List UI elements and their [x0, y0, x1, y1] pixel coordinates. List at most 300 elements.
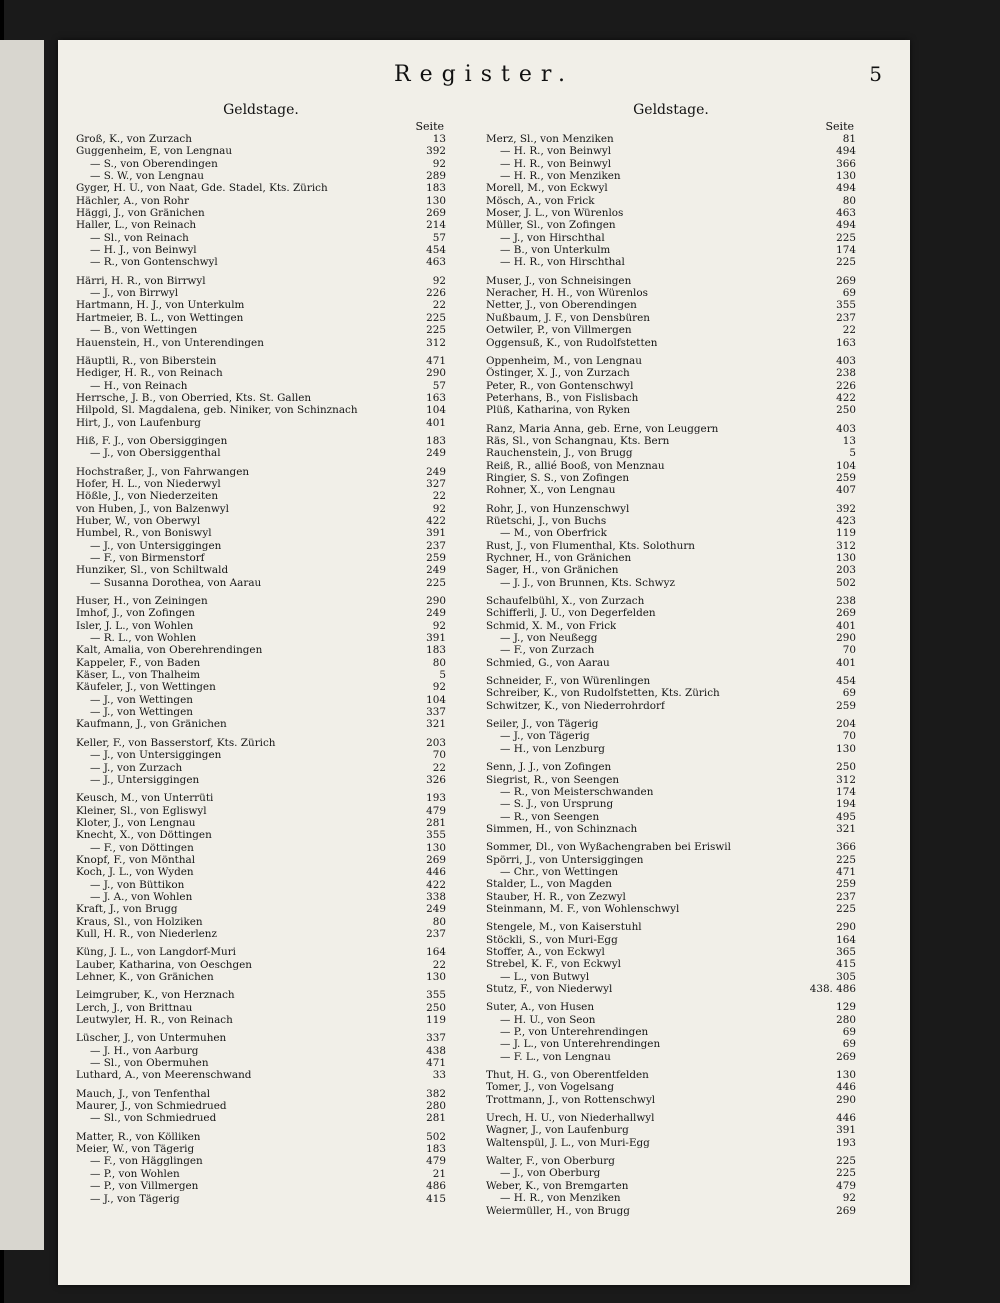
- entry-name: — H. R., von Menziken: [500, 1192, 621, 1205]
- entry-name: Schwitzer, K., von Niederrohrdorf: [486, 699, 665, 712]
- entry-name: — F., von Birmenstorf: [90, 552, 205, 564]
- entry-name: Schmied, G., von Aarau: [486, 656, 610, 669]
- register-entry: [76, 219, 446, 231]
- entry-name: Hunziker, Sl., von Schiltwald: [76, 564, 229, 577]
- entry-name: — M., von Oberfrick: [500, 527, 607, 540]
- entry-page: 290: [426, 595, 446, 608]
- entry-name: Schmid, X. M., von Frick: [486, 619, 617, 632]
- entry-page: 423: [836, 514, 856, 527]
- entry-page: 57: [432, 231, 446, 244]
- entry-name: Östinger, X. J., von Zurzach: [486, 367, 630, 380]
- entry-name: Ranz, Maria Anna, geb. Erne, von Leuggern: [486, 422, 719, 435]
- entry-page: 249: [426, 465, 446, 478]
- entry-page: 326: [426, 773, 446, 786]
- register-entry: [76, 256, 446, 268]
- entry-name: — R., von Seengen: [500, 810, 600, 823]
- register-entry: [486, 903, 856, 915]
- entry-name: Simmen, H., von Schinznach: [486, 822, 638, 835]
- entry-page: 415: [836, 958, 856, 971]
- entry-name: Stauber, H. R., von Zezwyl: [486, 890, 626, 903]
- entry-page: 92: [842, 1192, 856, 1205]
- entry-name: Stutz, F., von Niederwyl: [486, 983, 613, 995]
- entry-page: 174: [836, 785, 856, 798]
- entry-name: Kull, H. R., von Niederlenz: [76, 927, 217, 940]
- entry-page: 33: [432, 1069, 446, 1082]
- entry-page: 70: [842, 730, 856, 743]
- entry-name: — H. J., von Beinwyl: [90, 244, 197, 257]
- register-entry: [486, 1051, 856, 1063]
- entry-page: 446: [836, 1112, 856, 1125]
- entry-name: — J., von Obersiggenthal: [90, 447, 221, 460]
- entry-name: Hartmann, H. J., von Unterkulm: [76, 299, 245, 312]
- register-entry: [76, 195, 446, 207]
- register-entry: [486, 195, 856, 207]
- register-entry: [76, 515, 446, 527]
- register-entry: [486, 595, 856, 607]
- register-entry: [486, 219, 856, 231]
- entry-page: 22: [432, 958, 446, 971]
- register-entry: [76, 275, 446, 287]
- entry-page: 250: [836, 404, 856, 417]
- register-entry: [486, 1081, 856, 1093]
- entry-name: — R., von Gontenschwyl: [90, 256, 218, 269]
- entry-name: Keller, F., von Basserstorf, Kts. Zürich: [76, 736, 276, 749]
- register-entry: [76, 620, 446, 632]
- register-entry: [486, 1014, 856, 1026]
- entry-page: 183: [426, 434, 446, 447]
- entry-name: Isler, J. L., von Wohlen: [76, 619, 194, 632]
- entry-name: — R. L., von Wohlen: [90, 632, 197, 645]
- entry-name: Groß, K., von Zurzach: [76, 133, 192, 145]
- entry-name: Wagner, J., von Laufenburg: [486, 1124, 629, 1137]
- entry-name: — B., von Wettingen: [90, 324, 198, 337]
- entry-page: 163: [836, 336, 856, 349]
- entry-name: Schneider, F., von Würenlingen: [486, 675, 651, 688]
- entry-page: 401: [426, 416, 446, 429]
- register-entry: [76, 478, 446, 490]
- entry-name: Hilpold, Sl. Magdalena, geb. Niniker, von Schinznach: [76, 404, 358, 417]
- entry-name: Matter, R., von Kölliken: [76, 1130, 201, 1143]
- entry-name: — J., Untersiggingen: [90, 773, 200, 786]
- register-entry: [76, 466, 446, 478]
- entry-name: Kraft, J., von Brugg: [76, 903, 178, 916]
- register-entry: [486, 841, 856, 853]
- register-entry: [486, 730, 856, 742]
- entry-page: 312: [836, 773, 856, 786]
- entry-page: 92: [432, 619, 446, 632]
- entry-name: Herrsche, J. B., von Oberried, Kts. St. Gallen: [76, 391, 312, 404]
- entry-page: 401: [836, 619, 856, 632]
- entry-page: 446: [836, 1081, 856, 1094]
- entry-page: 415: [426, 1192, 446, 1205]
- register-entry: [76, 1155, 446, 1167]
- register-entry: [486, 540, 856, 552]
- entry-name: Hochstraßer, J., von Fahrwangen: [76, 465, 250, 478]
- entry-name: Küng, J. L., von Langdorf-Muri: [76, 946, 236, 959]
- entry-page: 92: [432, 502, 446, 515]
- register-entry: [76, 657, 446, 669]
- register-entry: [76, 595, 446, 607]
- entry-name: Leimgruber, K., von Herznach: [76, 989, 235, 1002]
- entry-page: 502: [426, 1130, 446, 1143]
- entry-name: — J., von Birrwyl: [90, 287, 179, 300]
- entry-page: 280: [426, 1100, 446, 1113]
- register-entry: [76, 392, 446, 404]
- register-entry: [486, 447, 856, 459]
- entry-name: Ringier, S. S., von Zofingen: [486, 471, 630, 484]
- entry-name: — F., von Hägglingen: [90, 1155, 203, 1168]
- entry-name: Humbel, R., von Boniswyl: [76, 527, 212, 540]
- entry-page: 22: [432, 761, 446, 774]
- entry-name: — H. R., von Beinwyl: [500, 145, 612, 158]
- register-entry: [76, 762, 446, 774]
- entry-name: Oggensuß, K., von Rudolfstetten: [486, 336, 658, 349]
- entry-page: 92: [432, 157, 446, 170]
- seite-label: Seite: [415, 120, 444, 133]
- register-entry: [486, 287, 856, 299]
- entry-page: 290: [426, 367, 446, 380]
- register-entry: [486, 878, 856, 890]
- entry-name: Hößle, J., von Niederzeiten: [76, 490, 219, 503]
- entry-page: 422: [426, 514, 446, 527]
- entry-name: Kalt, Amalia, von Oberehrendingen: [76, 644, 263, 657]
- entry-page: 226: [836, 379, 856, 392]
- entry-name: — J., von Untersiggingen: [90, 749, 222, 762]
- entry-name: — J. A., von Wohlen: [90, 890, 193, 903]
- register-entry: [486, 921, 856, 933]
- entry-name: — Sl., von Schmiedrued: [90, 1112, 217, 1125]
- entry-page: 104: [836, 459, 856, 472]
- register-entry: [486, 743, 856, 755]
- entry-page: 479: [836, 1179, 856, 1192]
- entry-page: 130: [426, 194, 446, 207]
- register-entry: [486, 312, 856, 324]
- entry-name: Stengele, M., von Kaiserstuhl: [486, 921, 642, 934]
- register-entry: [76, 1143, 446, 1155]
- entry-name: — J., von Neußegg: [500, 632, 598, 645]
- register-entry: [76, 552, 446, 564]
- register-entry: [486, 380, 856, 392]
- entry-page: 446: [426, 866, 446, 879]
- entry-name: Urech, H. U., von Niederhallwyl: [486, 1112, 655, 1125]
- entry-page: 259: [426, 552, 446, 564]
- register-entry: [486, 1155, 856, 1167]
- entry-page: 183: [426, 644, 446, 657]
- register-entry: [486, 687, 856, 699]
- entry-name: Keusch, M., von Unterrüti: [76, 792, 214, 805]
- entry-page: 22: [432, 490, 446, 503]
- entry-name: Maurer, J., von Schmiedrued: [76, 1100, 227, 1113]
- register-entry: [76, 1193, 446, 1205]
- entry-page: 337: [426, 706, 446, 719]
- register-entry: [486, 324, 856, 336]
- register-entry: [76, 749, 446, 761]
- entry-name: Mauch, J., von Tenfenthal: [76, 1087, 211, 1100]
- register-entry: [76, 1180, 446, 1192]
- entry-name: Hauenstein, H., von Unterendingen: [76, 336, 264, 349]
- register-entry: [76, 145, 446, 157]
- entry-name: Koch, J. L., von Wyden: [76, 866, 194, 879]
- entry-page: 438: [426, 1044, 446, 1057]
- entry-name: Rychner, H., von Gränichen: [486, 552, 632, 564]
- entry-name: Stoffer, A., von Eckwyl: [486, 945, 605, 958]
- entry-page: 225: [836, 256, 856, 269]
- entry-name: Mösch, A., von Frick: [486, 194, 595, 207]
- register-entry: [486, 1205, 856, 1217]
- entry-name: Kaufmann, J., von Gränichen: [76, 718, 227, 731]
- entry-page: 237: [426, 539, 446, 552]
- entry-name: Netter, J., von Oberendingen: [486, 299, 637, 312]
- register-entry: [76, 866, 446, 878]
- entry-name: — H., von Reinach: [90, 379, 188, 392]
- entry-name: — F., von Zurzach: [500, 644, 595, 657]
- entry-page: 355: [836, 299, 856, 312]
- entry-page: 225: [836, 1155, 856, 1168]
- entry-name: — Susanna Dorothea, von Aarau: [90, 576, 262, 589]
- entry-page: 392: [836, 502, 856, 515]
- register-entry: [486, 515, 856, 527]
- entry-page: 214: [426, 219, 446, 232]
- register-entry: [486, 700, 856, 712]
- entry-page: 269: [836, 1050, 856, 1063]
- register-entry: [486, 244, 856, 256]
- entry-page: 69: [842, 1026, 856, 1039]
- entry-page: 57: [432, 379, 446, 392]
- entry-page: 422: [836, 391, 856, 404]
- entry-name: Strebel, K. F., von Eckwyl: [486, 958, 621, 971]
- entry-page: 203: [426, 736, 446, 749]
- register-entry: [486, 891, 856, 903]
- register-entry: [76, 490, 446, 502]
- entry-name: Stöckli, S., von Muri-Egg: [486, 933, 618, 946]
- entry-page: 225: [836, 231, 856, 244]
- entry-page: 471: [426, 1057, 446, 1070]
- entry-name: — H. R., von Menziken: [500, 170, 621, 183]
- register-entry: [76, 903, 446, 915]
- register-entry: [486, 472, 856, 484]
- register-entry: [486, 337, 856, 349]
- register-entry: [486, 1094, 856, 1106]
- entry-page: 22: [842, 324, 856, 337]
- entry-page: 495: [836, 810, 856, 823]
- register-entry: [76, 607, 446, 619]
- register-entry: [76, 946, 446, 958]
- entry-name: — S., von Oberendingen: [90, 157, 218, 170]
- register-entry: [486, 503, 856, 515]
- register-entry: [76, 417, 446, 429]
- register-entry: [486, 1001, 856, 1013]
- register-entry: [76, 817, 446, 829]
- entry-page: 290: [836, 1093, 856, 1106]
- register-entry: [486, 866, 856, 878]
- entry-name: Luthard, A., von Meerenschwand: [76, 1069, 252, 1082]
- entry-name: Thut, H. G., von Oberentfelden: [486, 1069, 649, 1082]
- entry-page: 194: [836, 798, 856, 811]
- entry-name: — J., von Zurzach: [90, 761, 183, 774]
- entry-name: Gyger, H. U., von Naat, Gde. Stadel, Kts. Zürich: [76, 182, 328, 195]
- entry-name: — J., von Tägerig: [90, 1192, 180, 1205]
- register-entry: [486, 1180, 856, 1192]
- entry-name: Kappeler, F., von Baden: [76, 656, 201, 669]
- entry-name: — J. H., von Aarburg: [90, 1044, 199, 1057]
- entry-name: Hächler, A., von Rohr: [76, 194, 189, 207]
- entry-name: Sager, H., von Gränichen: [486, 564, 619, 577]
- entry-name: Lerch, J., von Brittnau: [76, 1001, 193, 1014]
- entry-page: 403: [836, 422, 856, 435]
- entry-name: Spörri, J., von Untersiggingen: [486, 853, 644, 866]
- entry-page: 22: [432, 299, 446, 312]
- entry-name: — Sl., von Obermuhen: [90, 1057, 209, 1070]
- register-entry: [486, 1038, 856, 1050]
- entry-page: 104: [426, 404, 446, 417]
- register-entry: [76, 503, 446, 515]
- entry-name: Waltenspül, J. L., von Muri-Egg: [486, 1136, 650, 1149]
- entry-name: Rohner, X., von Lengnau: [486, 484, 616, 497]
- entry-name: Weiermüller, H., von Brugg: [486, 1204, 630, 1217]
- register-entry: [76, 133, 446, 145]
- entry-name: — Chr., von Wettingen: [500, 865, 619, 878]
- register-entry: [76, 380, 446, 392]
- entry-name: Huber, W., von Oberwyl: [76, 514, 201, 527]
- register-entry: [76, 170, 446, 182]
- entry-name: — J., von Wettingen: [90, 706, 193, 719]
- entry-name: Kraus, Sl., von Holziken: [76, 915, 203, 928]
- entry-name: — J., von Hirschthal: [500, 231, 605, 244]
- entry-page: 366: [836, 157, 856, 170]
- entry-page: 193: [426, 792, 446, 805]
- register-entry: [486, 644, 856, 656]
- entry-name: Suter, A., von Husen: [486, 1001, 595, 1014]
- entry-page: 174: [836, 244, 856, 257]
- register-entry: [486, 958, 856, 970]
- register-entry: [76, 182, 446, 194]
- entry-name: — F., von Döttingen: [90, 841, 194, 854]
- entry-page: 69: [842, 687, 856, 700]
- register-entry: [76, 1014, 446, 1026]
- register-entry: [486, 620, 856, 632]
- entry-page: 225: [836, 1167, 856, 1180]
- entry-page: 382: [426, 1087, 446, 1100]
- entry-page: 290: [836, 632, 856, 645]
- entry-name: Rohr, J., von Hunzenschwyl: [486, 502, 630, 515]
- entry-name: Huser, H., von Zeiningen: [76, 595, 208, 608]
- entry-page: 203: [836, 564, 856, 577]
- entry-name: Kleiner, Sl., von Egliswyl: [76, 804, 207, 817]
- entry-page: 130: [836, 170, 856, 183]
- entry-page: 337: [426, 1032, 446, 1045]
- entry-name: — J. L., von Unterehrendingen: [500, 1038, 661, 1051]
- register-entry: [486, 207, 856, 219]
- entry-page: 463: [836, 207, 856, 220]
- entry-name: Walter, F., von Oberburg: [486, 1155, 615, 1168]
- entry-page: 391: [426, 632, 446, 645]
- right-column: [486, 102, 856, 1217]
- entry-name: Peterhans, B., von Fislisbach: [486, 391, 639, 404]
- entry-page: 401: [836, 656, 856, 669]
- register-entry: [486, 1026, 856, 1038]
- entry-name: Müller, Sl., von Zofingen: [486, 219, 616, 232]
- entry-name: Hiß, F. J., von Obersiggingen: [76, 434, 228, 447]
- page-number: 5: [869, 62, 882, 86]
- entry-page: 164: [426, 946, 446, 959]
- entry-name: Imhof, J., von Zofingen: [76, 607, 195, 620]
- entry-page: 407: [836, 484, 856, 497]
- entry-page: 312: [426, 336, 446, 349]
- entry-page: 225: [836, 853, 856, 866]
- entry-page: 365: [836, 945, 856, 958]
- entry-name: Häuptli, R., von Biberstein: [76, 354, 217, 367]
- entry-name: — J. J., von Brunnen, Kts. Schwyz: [500, 576, 675, 589]
- register-entry: [76, 1112, 446, 1124]
- page-title: Register.: [394, 62, 574, 87]
- entry-page: 250: [836, 761, 856, 774]
- entry-page: 204: [836, 718, 856, 731]
- register-entry: [76, 632, 446, 644]
- entry-page: 290: [836, 921, 856, 934]
- entry-page: 259: [836, 471, 856, 484]
- entry-page: 392: [426, 145, 446, 158]
- entry-name: Plüß, Katharina, von Ryken: [486, 404, 631, 417]
- entry-page: 21: [432, 1167, 446, 1180]
- register-entry: [76, 232, 446, 244]
- register-entry: [76, 312, 446, 324]
- register-entry: [76, 774, 446, 786]
- register-entry: [486, 275, 856, 287]
- entry-page: 269: [426, 853, 446, 866]
- entry-page: 289: [426, 170, 446, 183]
- entry-name: — Sl., von Reinach: [90, 231, 189, 244]
- register-entry: [76, 244, 446, 256]
- register-entry: [76, 792, 446, 804]
- register-entry: [486, 552, 856, 564]
- entry-page: 355: [426, 989, 446, 1002]
- entry-page: 249: [426, 447, 446, 460]
- entry-list: [486, 133, 856, 1217]
- column-heading: Geldstage.: [223, 102, 299, 118]
- register-entry: [76, 527, 446, 539]
- entry-page: 70: [842, 644, 856, 657]
- entry-name: Nußbaum, J. F., von Densbüren: [486, 311, 650, 324]
- register-entry: [76, 1045, 446, 1057]
- register-entry: [76, 1088, 446, 1100]
- entry-name: Oppenheim, M., von Lengnau: [486, 354, 642, 367]
- entry-name: Haller, L., von Reinach: [76, 219, 197, 232]
- entry-name: Oetwiler, P., von Villmergen: [486, 324, 632, 337]
- entry-name: — B., von Unterkulm: [500, 244, 611, 257]
- entry-page: 486: [426, 1180, 446, 1193]
- entry-page: 183: [426, 182, 446, 195]
- entry-page: 366: [836, 841, 856, 854]
- entry-name: Kloter, J., von Lengnau: [76, 816, 196, 829]
- entry-name: Rust, J., von Flumenthal, Kts. Solothurn: [486, 539, 695, 552]
- entry-page: 163: [426, 391, 446, 404]
- register-entry: [486, 657, 856, 669]
- entry-name: Morell, M., von Eckwyl: [486, 182, 608, 195]
- register-entry: [486, 367, 856, 379]
- entry-name: — F. L., von Lengnau: [500, 1050, 611, 1063]
- entry-name: Weber, K., von Bremgarten: [486, 1179, 629, 1192]
- register-entry: [76, 959, 446, 971]
- register-entry: [76, 916, 446, 928]
- register-entry: [76, 447, 446, 459]
- register-entry: [486, 823, 856, 835]
- register-entry: [76, 1032, 446, 1044]
- entry-name: Leutwyler, H. R., von Reinach: [76, 1014, 233, 1027]
- register-entry: [486, 607, 856, 619]
- entry-name: Hofer, H. L., von Niederwyl: [76, 477, 221, 490]
- entry-name: — J., von Tägerig: [500, 730, 590, 743]
- register-entry: [486, 170, 856, 182]
